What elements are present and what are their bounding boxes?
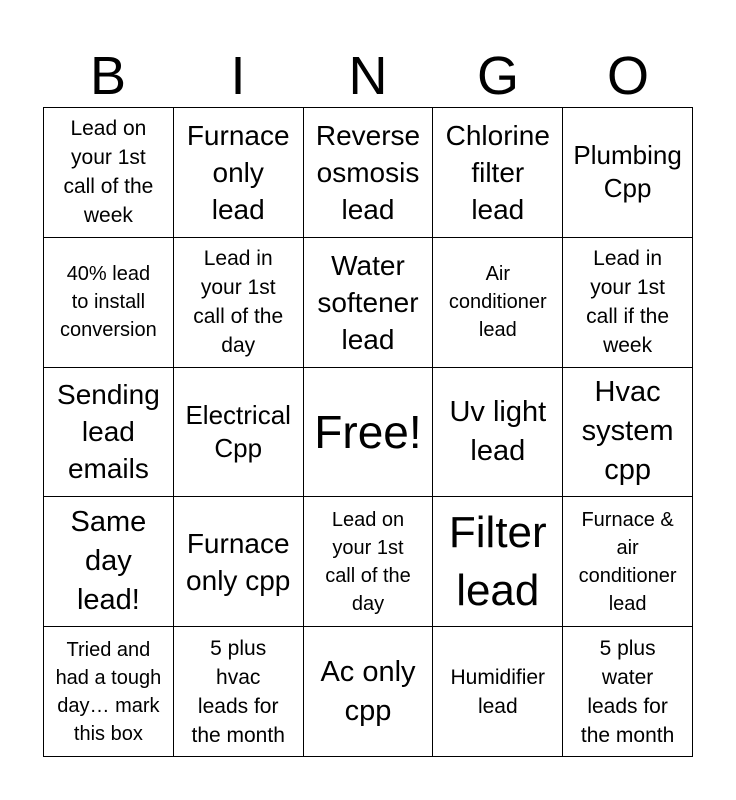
- bingo-cell[interactable]: [174, 368, 304, 498]
- bingo-cell[interactable]: [44, 108, 174, 238]
- header-letter-g: G: [476, 46, 519, 106]
- bingo-cell[interactable]: [44, 627, 174, 757]
- header-letter-n: N: [348, 46, 388, 106]
- cell-text: Chlorine filter lead: [445, 119, 550, 225]
- bingo-cell[interactable]: [304, 497, 434, 627]
- cell-text: Filter lead: [448, 507, 547, 615]
- header-letter-i: I: [230, 46, 246, 106]
- cell-text: 40% lead to install conversion: [60, 263, 157, 342]
- cell-text: Lead on your 1st call of the day: [325, 508, 411, 615]
- bingo-cell[interactable]: [433, 108, 563, 238]
- cell-text: Air conditioner lead: [448, 263, 547, 342]
- bingo-cell[interactable]: [44, 497, 174, 627]
- bingo-cell[interactable]: [563, 497, 693, 627]
- cell-text: Furnace only cpp: [186, 527, 291, 596]
- cell-text: Lead in your 1st call of the day: [193, 247, 284, 358]
- cell-text: Humidifier lead: [450, 665, 546, 718]
- cell-text: Plumbing Cpp: [573, 140, 682, 204]
- header-letter-b: B: [89, 46, 127, 106]
- free-space-text: Free!: [314, 405, 422, 458]
- cell-text: Water softener lead: [317, 249, 419, 355]
- cell-text: Electrical Cpp: [185, 399, 291, 463]
- cell-text: Ac only cpp: [320, 655, 416, 727]
- cell-text: Lead on your 1st call of the week: [63, 117, 154, 228]
- cell-text: Sending lead emails: [57, 379, 160, 485]
- bingo-cell[interactable]: [563, 627, 693, 757]
- bingo-cell[interactable]: [563, 108, 693, 238]
- bingo-card-grid: [43, 107, 693, 757]
- bingo-cell[interactable]: [304, 627, 434, 757]
- cell-text: Uv light lead: [449, 395, 547, 467]
- free-space-cell[interactable]: [304, 368, 434, 498]
- bingo-cell[interactable]: [563, 238, 693, 368]
- cell-text: Lead in your 1st call if the week: [586, 247, 670, 358]
- cell-text: 5 plus water leads for the month: [580, 636, 675, 747]
- cell-text: 5 plus hvac leads for the month: [191, 636, 285, 747]
- bingo-cell[interactable]: [174, 108, 304, 238]
- cell-text: Tried and had a tough day… mark this box: [55, 638, 162, 745]
- cell-text: Hvac system cpp: [581, 376, 674, 487]
- header-letter-o: O: [606, 46, 649, 106]
- bingo-cell[interactable]: [304, 238, 434, 368]
- bingo-cell[interactable]: [174, 238, 304, 368]
- bingo-cell[interactable]: [563, 368, 693, 498]
- cell-text: Furnace only lead: [186, 119, 290, 225]
- bingo-cell[interactable]: [44, 238, 174, 368]
- cell-text: Reverse osmosis lead: [315, 119, 421, 225]
- bingo-cell[interactable]: [433, 627, 563, 757]
- bingo-cell[interactable]: [433, 238, 563, 368]
- bingo-header: [43, 46, 693, 106]
- bingo-cell[interactable]: [44, 368, 174, 498]
- bingo-cell[interactable]: [433, 368, 563, 498]
- cell-text: Same day lead!: [70, 506, 147, 617]
- bingo-cell[interactable]: [304, 108, 434, 238]
- bingo-cell[interactable]: [433, 497, 563, 627]
- bingo-cell[interactable]: [174, 627, 304, 757]
- cell-text: Furnace & air conditioner lead: [578, 508, 677, 615]
- bingo-cell[interactable]: [174, 497, 304, 627]
